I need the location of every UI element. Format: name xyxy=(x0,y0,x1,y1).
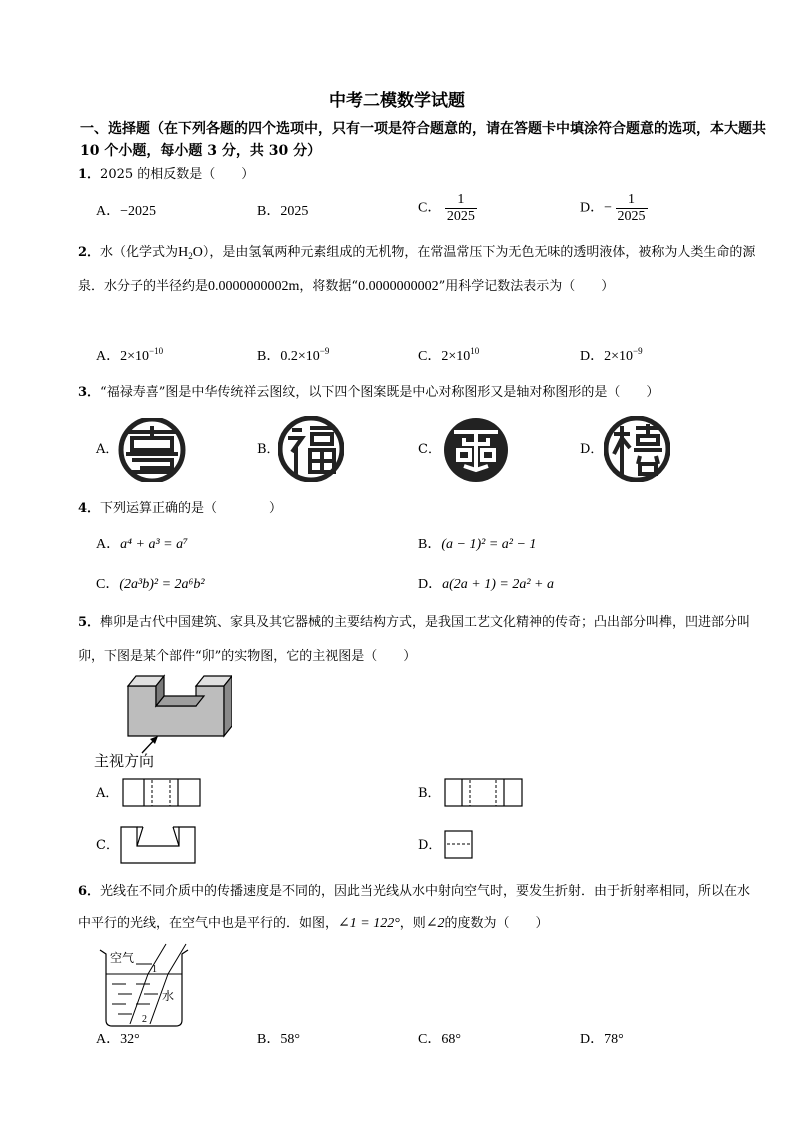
option-expression: (a − 1)² = a² − 1 xyxy=(441,537,537,552)
option-label: A． xyxy=(96,537,121,552)
option-label: A． xyxy=(96,1032,121,1047)
formula-h: H xyxy=(178,245,189,260)
option-label: D． xyxy=(580,442,604,457)
section-heading: 一、选择题（在下列各题的四个选项中，只有一项是符合题意的，请在答题卡中填涂符合题意的选项，本大题共 10 个小题，每小题 3 分，共 30 分） xyxy=(80,121,766,159)
fraction-denominator: 2025 xyxy=(617,209,646,224)
q5-option-a[interactable] xyxy=(96,784,118,804)
q4-option-d[interactable] xyxy=(418,575,554,595)
radius-value: 0.0000000002m xyxy=(208,279,300,294)
option-base: 2×10 xyxy=(120,349,150,364)
xi-pattern-icon xyxy=(604,416,670,482)
mortise-3d-figure xyxy=(120,670,232,740)
formula-subscript: 2 xyxy=(188,251,193,261)
option-label: B． xyxy=(418,786,441,801)
option-label: C． xyxy=(418,349,442,364)
data-value: 0.0000000002 xyxy=(358,279,439,294)
question-text: ，则 xyxy=(399,916,426,931)
q6-option-b[interactable] xyxy=(257,1030,300,1050)
q5-option-c[interactable] xyxy=(96,836,119,856)
q1-option-a[interactable] xyxy=(96,202,156,222)
q1-option-d[interactable] xyxy=(580,192,648,225)
minus-sign: − xyxy=(604,200,613,216)
shou-pattern-icon xyxy=(118,418,186,482)
option-exponent: −10 xyxy=(149,346,164,356)
option-base: 0.2×10 xyxy=(280,349,320,364)
q4-option-b[interactable] xyxy=(418,535,536,555)
question-number: 1． xyxy=(78,167,101,182)
option-label: D． xyxy=(418,838,442,853)
q2-option-d[interactable] xyxy=(580,347,643,367)
q1-option-c[interactable] xyxy=(418,192,477,225)
question-text: 光线在不同介质中的传播速度是不同的，因此当光线从水中射向空气时，要发生折射．由于折射率相同，所以在水中平行的光线，在空气中也是平行的．如图， xyxy=(78,884,751,931)
fraction-numerator: 1 xyxy=(445,192,477,209)
q3-option-c[interactable] xyxy=(418,440,441,460)
option-expression: a(2a + 1) = 2a² + a xyxy=(442,577,554,592)
formula xyxy=(178,245,203,260)
option-label: A． xyxy=(96,204,121,219)
question-text: 2025 的相反数是（ ） xyxy=(100,167,255,182)
q5-option-d-view xyxy=(444,830,474,860)
angle-2: ∠2 xyxy=(425,916,445,931)
option-exponent: −9 xyxy=(319,346,330,356)
option-label: C． xyxy=(418,200,442,216)
question-text: 的度数为（ ） xyxy=(444,916,549,931)
option-base: 2×10 xyxy=(441,349,471,364)
option-label: B． xyxy=(257,1032,281,1047)
option-value: −2025 xyxy=(120,204,157,219)
q6-option-c[interactable] xyxy=(418,1030,461,1050)
option-label: A． xyxy=(96,442,119,457)
option-label: B． xyxy=(257,442,280,457)
question-text: ”用科学记数法表示为（ ） xyxy=(438,279,615,294)
option-value: 58° xyxy=(280,1032,300,1047)
question-5 xyxy=(78,606,758,674)
option-label: C． xyxy=(96,577,120,592)
question-4 xyxy=(78,498,282,520)
question-number: 6． xyxy=(78,884,101,899)
question-number: 4． xyxy=(78,501,101,516)
question-text: 水（化学式为 xyxy=(100,245,179,260)
angle-1-label: 1 xyxy=(152,964,157,975)
option-value: 32° xyxy=(120,1032,140,1047)
option-expression: (2a³b)² = 2a⁶b² xyxy=(119,577,205,592)
q5-option-d[interactable] xyxy=(418,836,441,856)
fu-pattern-icon xyxy=(278,416,344,482)
option-label: C． xyxy=(96,838,119,853)
option-label: D． xyxy=(580,200,605,216)
option-exponent: −9 xyxy=(633,346,643,356)
q2-option-b[interactable] xyxy=(257,347,329,367)
option-label: B． xyxy=(257,349,281,364)
angle-1: ∠1 = 122° xyxy=(338,916,400,931)
question-6 xyxy=(78,876,758,940)
option-value: 68° xyxy=(441,1032,461,1047)
q6-option-d[interactable] xyxy=(580,1030,624,1050)
q4-option-a[interactable] xyxy=(96,535,188,555)
option-label: B． xyxy=(257,204,281,219)
fraction-denominator: 2025 xyxy=(446,209,475,224)
option-exponent: 10 xyxy=(470,346,480,356)
question-text: 下列运算正确的是（ ） xyxy=(100,501,283,516)
q1-option-b[interactable] xyxy=(257,202,308,222)
q2-option-a[interactable] xyxy=(96,347,163,367)
question-number: 5． xyxy=(78,615,101,630)
page-title: 中考二模数学试题 xyxy=(329,91,465,111)
q3-option-d[interactable] xyxy=(580,440,603,460)
option-value: 78° xyxy=(604,1032,624,1047)
option-label: D． xyxy=(418,577,443,592)
question-text: “福禄寿喜”图是中华传统祥云图纹，以下四个图案既是中心对称图形又是轴对称图形的是（ ） xyxy=(100,385,660,400)
formula-o: O xyxy=(192,245,203,260)
option-label: B． xyxy=(418,537,442,552)
q6-option-a[interactable] xyxy=(96,1030,140,1050)
option-value: 2025 xyxy=(280,204,309,219)
question-text: ），是由氢氧两种元素组成的无机物，在常温常压下为无色无味的透明液体，被称为人类生命的源泉．水分子的半径约是 xyxy=(78,245,756,294)
question-text: 榫卯是古代中国建筑、家具及其它器械的主要结构方式，是我国工艺文化精神的传奇；凸出部分叫榫，凹进部分叫卯，下图是某个部件“卯”的实物图，它的主视图是（ ） xyxy=(78,615,751,664)
question-2 xyxy=(78,236,758,304)
option-label: D． xyxy=(580,349,605,364)
q2-option-c[interactable] xyxy=(418,347,479,367)
question-3 xyxy=(78,382,659,404)
option-label: D． xyxy=(580,1032,605,1047)
angle-2-label: 2 xyxy=(142,1014,147,1025)
water-label: 水 xyxy=(162,989,175,1003)
option-label: A． xyxy=(96,349,121,364)
fraction xyxy=(445,192,477,225)
option-label: A． xyxy=(96,786,119,801)
air-label: 空气 xyxy=(110,951,135,965)
option-expression: a⁴ + a³ = a⁷ xyxy=(120,537,188,552)
option-label: C． xyxy=(418,442,441,457)
question-number: 2． xyxy=(78,245,101,260)
q5-option-a-view xyxy=(122,778,202,808)
lu-pattern-icon xyxy=(442,416,510,484)
option-base: 2×10 xyxy=(604,349,634,364)
q5-option-c-view xyxy=(120,826,196,864)
fraction-numerator: 1 xyxy=(616,192,648,209)
q3-option-a[interactable] xyxy=(96,440,118,460)
option-label: C． xyxy=(418,1032,442,1047)
q5-option-b-view xyxy=(444,778,524,808)
q3-option-b[interactable] xyxy=(257,440,280,460)
question-1 xyxy=(78,164,254,186)
fraction xyxy=(616,192,648,225)
q5-option-b[interactable] xyxy=(418,784,441,804)
figure-caption: 主视方向 xyxy=(94,752,155,770)
refraction-figure xyxy=(96,942,192,1028)
question-number: 3． xyxy=(78,385,101,400)
q4-option-c[interactable] xyxy=(96,575,205,595)
question-text: ，将数据“ xyxy=(299,279,359,294)
